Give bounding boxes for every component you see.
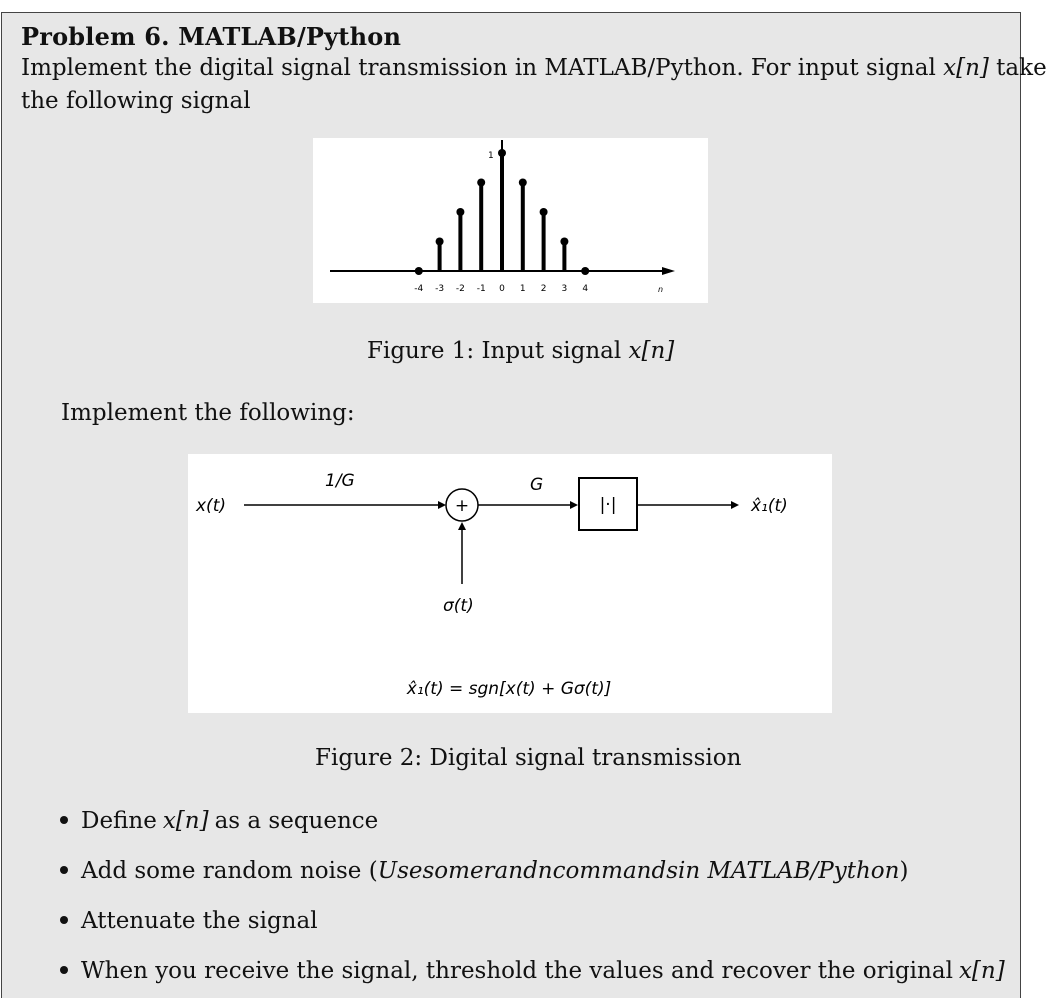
intro-signal-var: x[n] xyxy=(943,55,989,81)
transmission-diagram xyxy=(188,454,832,713)
bullet-3-text: Attenuate the signal xyxy=(81,908,318,934)
bullet-dot xyxy=(60,816,68,824)
tick-label: 2 xyxy=(540,284,547,294)
output-arrow xyxy=(731,501,739,509)
tick-label: -3 xyxy=(435,284,445,294)
attenuation-label: 1/G xyxy=(325,471,355,491)
list-item xyxy=(60,808,378,834)
bullet-1-text: Define xyxy=(81,808,157,834)
gain-arrow xyxy=(570,501,578,509)
noise-label: σ(t) xyxy=(443,596,474,616)
transmission-equation: x̂₁(t) = sgn[x(t) + Gσ(t)] xyxy=(406,679,612,699)
x-axis-arrow xyxy=(662,267,675,275)
figure-2-caption: Figure 2: Digital signal transmission xyxy=(315,745,742,771)
input-arrow xyxy=(438,501,446,509)
tick-label: 0 xyxy=(499,284,505,294)
stem-point xyxy=(436,238,444,246)
figure-2-image xyxy=(188,454,832,713)
figure-1-caption-var: x[n] xyxy=(628,338,675,364)
stem-point xyxy=(456,208,464,216)
implement-label: Implement the following: xyxy=(61,400,355,426)
peak-value-label: 1 xyxy=(488,151,494,161)
bullet-1-var: x[n] xyxy=(162,808,209,834)
tick-labels xyxy=(414,284,588,294)
tick-label: 4 xyxy=(582,284,589,294)
list-item xyxy=(60,958,1005,984)
gain-label: G xyxy=(530,475,544,495)
bullet-2-suffix: ) xyxy=(899,858,909,884)
stem-plot xyxy=(313,138,708,303)
figure-1-image xyxy=(313,138,708,303)
bullet-2-text: Add some random noise ( xyxy=(81,858,378,884)
stem-point xyxy=(415,267,423,275)
list-item xyxy=(60,908,318,934)
tick-label: 1 xyxy=(519,284,526,294)
intro-text-line-2: the following signal xyxy=(21,88,251,114)
problem-heading: Problem 6. MATLAB/Python xyxy=(21,22,402,51)
tick-label: -1 xyxy=(476,284,486,294)
bullet-dot xyxy=(60,916,68,924)
abs-block-label: |·| xyxy=(599,495,617,515)
tick-label: -4 xyxy=(414,284,424,294)
figure-1-caption xyxy=(367,338,674,364)
input-signal-label: x(t) xyxy=(196,496,226,516)
bullet-1-suffix: as a sequence xyxy=(214,808,379,834)
bullet-4-var: x[n] xyxy=(958,958,1005,984)
intro-text-line-1 xyxy=(21,55,1047,81)
stem-point xyxy=(519,179,527,187)
tick-label: 3 xyxy=(561,284,568,294)
stem-point xyxy=(477,179,485,187)
intro-text-start: Implement the digital signal transmission in MATLAB/Python. For input signal xyxy=(21,55,944,81)
x-axis-label: n xyxy=(658,285,664,294)
intro-text-end: take xyxy=(988,55,1047,81)
bullet-dot xyxy=(60,866,68,874)
output-signal-label: x̂₁(t) xyxy=(751,496,788,516)
stem-point xyxy=(560,238,568,246)
bullet-2-var: Usesomerandncommandsin MATLAB/Python xyxy=(377,858,900,884)
stem-point xyxy=(498,149,506,157)
tick-label: -2 xyxy=(455,284,465,294)
bullet-4-text: When you receive the signal, threshold the values and recover the original xyxy=(81,958,953,984)
noise-arrow xyxy=(458,522,466,530)
stem-point xyxy=(540,208,548,216)
bullet-dot xyxy=(60,966,68,974)
list-item xyxy=(60,858,908,884)
adder-symbol: + xyxy=(454,496,470,516)
stem-point xyxy=(581,267,589,275)
stem-marks xyxy=(415,149,589,275)
figure-1-caption-text: Figure 1: Input signal xyxy=(367,338,629,364)
